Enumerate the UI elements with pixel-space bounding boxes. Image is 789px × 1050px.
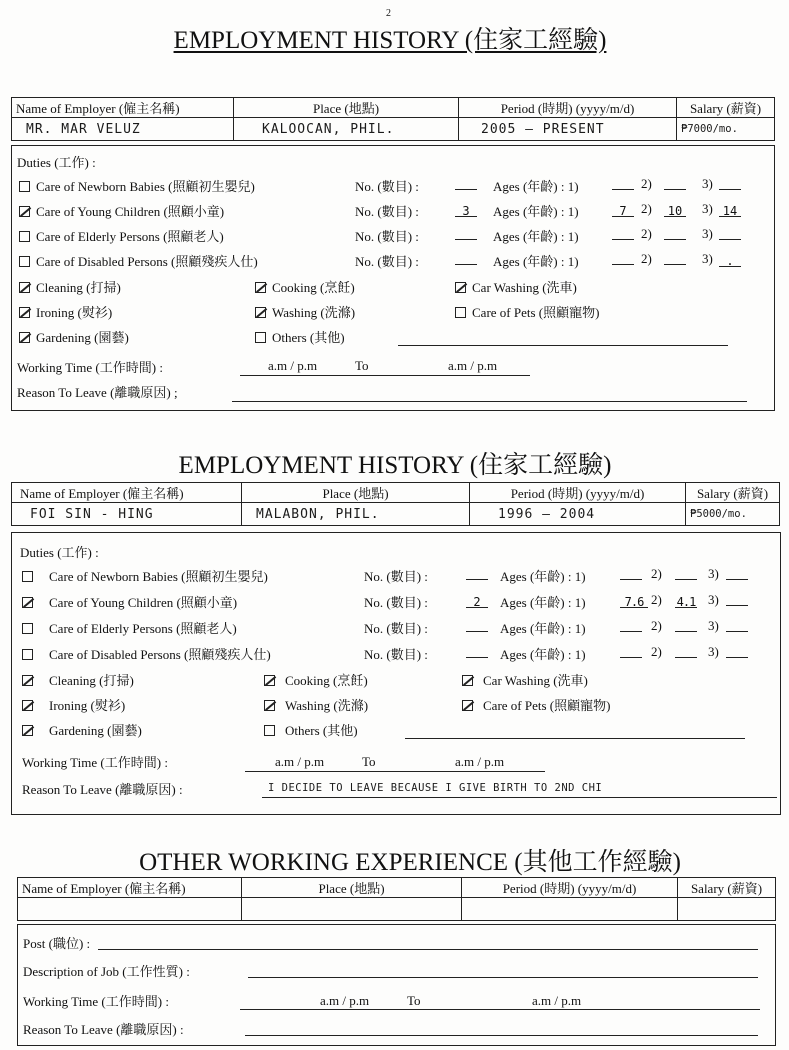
- working-time-label: Working Time (工作時間) :: [22, 755, 168, 770]
- checkbox-checked-icon[interactable]: [19, 332, 30, 343]
- age-2-label: 2): [641, 201, 652, 216]
- post-label: Post (職位) :: [23, 936, 91, 951]
- time-to-field[interactable]: a.m / p.m: [532, 993, 582, 1008]
- chore-label: Car Washing (洗車): [472, 280, 577, 295]
- chore-others[interactable]: [255, 327, 345, 346]
- count-field[interactable]: [455, 226, 477, 242]
- care-newborn-label: Care of Newborn Babies (照顧初生嬰兒): [36, 179, 255, 194]
- chore-label: Cooking (烹飪): [285, 673, 368, 688]
- employer-value[interactable]: MR. MAR VELUZ: [12, 118, 234, 141]
- age-3-field[interactable]: [726, 566, 748, 582]
- care-elderly-row[interactable]: [22, 618, 237, 637]
- count-field[interactable]: [466, 618, 488, 634]
- page-number: 2: [386, 8, 391, 19]
- age-3-label: 3): [708, 644, 719, 659]
- count-field[interactable]: [466, 644, 488, 660]
- salary-value[interactable]: ₱7000/mo.: [677, 118, 775, 141]
- checkbox-icon[interactable]: [264, 725, 275, 736]
- chore-label: Cooking (烹飪): [272, 280, 355, 295]
- period-value[interactable]: 1996 — 2004: [470, 503, 686, 526]
- checkbox-checked-icon[interactable]: [22, 597, 33, 608]
- age-2-field[interactable]: [675, 618, 697, 634]
- age-1-field[interactable]: [620, 566, 642, 582]
- checkbox-icon[interactable]: [22, 571, 33, 582]
- chore-label: Gardening (園藝): [49, 723, 142, 738]
- count-field[interactable]: 3: [455, 201, 477, 217]
- chore-label: Ironing (熨衫): [36, 305, 113, 320]
- col-salary-header: Salary (薪資): [677, 98, 775, 118]
- checkbox-icon[interactable]: [455, 307, 466, 318]
- to-label: To: [362, 754, 376, 769]
- reason-line[interactable]: [245, 1035, 758, 1036]
- time-to-field[interactable]: a.m / p.m: [455, 754, 505, 769]
- checkbox-checked-icon[interactable]: [255, 307, 266, 318]
- chore-gardening[interactable]: [22, 720, 142, 739]
- care-young-row[interactable]: [19, 201, 224, 220]
- chore-pets[interactable]: [455, 302, 599, 321]
- age-3-label: 3): [708, 592, 719, 607]
- checkbox-checked-icon[interactable]: [19, 282, 30, 293]
- age-3-field[interactable]: [719, 176, 741, 192]
- place-value[interactable]: KALOOCAN, PHIL.: [234, 118, 459, 141]
- count-field[interactable]: [455, 176, 477, 192]
- duties-label: Duties (工作) :: [20, 545, 99, 560]
- ages-label: Ages (年齡) : 1): [493, 204, 579, 219]
- other-experience-table: [17, 877, 776, 921]
- chore-label: Washing (洗滌): [272, 305, 356, 320]
- count-label: No. (數目) :: [355, 179, 419, 194]
- age-3-field[interactable]: [726, 644, 748, 660]
- age-3-label: 3): [702, 176, 713, 191]
- col-period-header: Period (時期) (yyyy/m/d): [470, 483, 686, 503]
- age-2-field[interactable]: [664, 226, 686, 242]
- chore-others[interactable]: [264, 720, 358, 739]
- place-value[interactable]: MALABON, PHIL.: [242, 503, 470, 526]
- care-elderly-label: Care of Elderly Persons (照顧老人): [36, 229, 224, 244]
- care-disabled-row[interactable]: [19, 251, 258, 270]
- count-label: No. (數目) :: [364, 569, 428, 584]
- reason-line: [262, 797, 777, 798]
- age-1-field[interactable]: [612, 251, 634, 267]
- checkbox-checked-icon[interactable]: [19, 307, 30, 318]
- age-1-field[interactable]: 7.6: [620, 592, 648, 608]
- ages-label: Ages (年齡) : 1): [500, 647, 586, 662]
- salary-value[interactable]: ₱5000/mo.: [686, 503, 780, 526]
- age-2-label: 2): [641, 251, 652, 266]
- chore-ironing[interactable]: [22, 695, 125, 714]
- col-salary-header: Salary (薪資): [686, 483, 780, 503]
- care-newborn-row[interactable]: [22, 566, 268, 585]
- age-2-field[interactable]: [675, 566, 697, 582]
- to-label: To: [355, 358, 369, 373]
- chore-label: Car Washing (洗車): [483, 673, 588, 688]
- chore-pets[interactable]: [462, 695, 610, 714]
- count-field[interactable]: [455, 251, 477, 267]
- chore-label: Cleaning (打掃): [49, 673, 134, 688]
- age-2-label: 2): [651, 644, 662, 659]
- chore-label: Ironing (熨衫): [49, 698, 126, 713]
- post-field[interactable]: [98, 949, 758, 950]
- period-value[interactable]: 2005 — PRESENT: [459, 118, 677, 141]
- checkbox-checked-icon[interactable]: [255, 282, 266, 293]
- count-label: No. (數目) :: [355, 229, 419, 244]
- col-salary-header: Salary (薪資): [678, 878, 776, 898]
- section-title: OTHER WORKING EXPERIENCE (其他工作經驗): [139, 849, 681, 876]
- age-2-field[interactable]: [664, 176, 686, 192]
- col-place-header: Place (地點): [242, 878, 462, 898]
- age-2-label: 2): [651, 566, 662, 581]
- ages-label: Ages (年齡) : 1): [493, 229, 579, 244]
- care-disabled-label: Care of Disabled Persons (照顧殘疾人仕): [36, 254, 258, 269]
- checkbox-checked-icon[interactable]: [264, 700, 275, 711]
- age-3-field[interactable]: [726, 618, 748, 634]
- chore-car-washing[interactable]: [462, 670, 588, 689]
- care-newborn-row[interactable]: [19, 176, 255, 195]
- count-label: No. (數目) :: [364, 647, 428, 662]
- age-1-field[interactable]: [620, 618, 642, 634]
- count-label: No. (數目) :: [355, 204, 419, 219]
- checkbox-icon[interactable]: [22, 649, 33, 660]
- chore-label: Washing (洗滌): [285, 698, 369, 713]
- checkbox-icon[interactable]: [19, 181, 30, 192]
- checkbox-checked-icon[interactable]: [22, 725, 33, 736]
- employer-value[interactable]: [18, 898, 242, 921]
- ages-label: Ages (年齡) : 1): [500, 569, 586, 584]
- checkbox-checked-icon[interactable]: [462, 675, 473, 686]
- care-newborn-label: Care of Newborn Babies (照顧初生嬰兒): [49, 569, 268, 584]
- age-3-field[interactable]: [719, 226, 741, 242]
- col-place-header: Place (地點): [234, 98, 459, 118]
- age-1-field[interactable]: [612, 226, 634, 242]
- col-place-header: Place (地點): [242, 483, 470, 503]
- care-young-label: Care of Young Children (照顧小童): [36, 204, 225, 219]
- period-value[interactable]: [462, 898, 678, 921]
- description-field[interactable]: [248, 977, 758, 978]
- age-2-field[interactable]: [675, 644, 697, 660]
- employer-table: [11, 482, 780, 526]
- care-elderly-row[interactable]: [19, 226, 224, 245]
- others-field[interactable]: [405, 738, 745, 739]
- count-label: No. (數目) :: [364, 595, 428, 610]
- salary-value[interactable]: [678, 898, 776, 921]
- others-field[interactable]: [398, 345, 728, 346]
- time-from-field[interactable]: a.m / p.m: [275, 754, 325, 769]
- count-label: No. (數目) :: [364, 621, 428, 636]
- age-3-field[interactable]: [726, 592, 748, 608]
- time-line: [245, 771, 545, 772]
- reason-line: [232, 401, 747, 402]
- age-2-field[interactable]: [664, 251, 686, 267]
- reason-label: Reason To Leave (離職原因) :: [22, 782, 183, 797]
- col-employer-header: Name of Employer (僱主名稱): [12, 98, 234, 118]
- chore-car-washing[interactable]: [455, 277, 577, 296]
- age-2-label: 2): [651, 592, 662, 607]
- duties-label: Duties (工作) :: [17, 155, 96, 170]
- age-2-field[interactable]: 4.1: [676, 595, 696, 609]
- chore-cleaning[interactable]: [19, 277, 121, 296]
- checkbox-checked-icon[interactable]: [455, 282, 466, 293]
- ages-label: Ages (年齡) : 1): [500, 595, 586, 610]
- age-3-label: 3): [708, 566, 719, 581]
- employer-value[interactable]: FOI SIN - HING: [12, 503, 242, 526]
- age-3-field[interactable]: 14: [719, 201, 741, 217]
- time-from-field[interactable]: a.m / p.m: [268, 358, 318, 373]
- age-1-field[interactable]: [612, 176, 634, 192]
- chore-label: Others (其他): [285, 723, 358, 738]
- reason-value[interactable]: I DECIDE TO LEAVE BECAUSE I GIVE BIRTH TO 2ND CHI: [268, 782, 603, 794]
- chore-gardening[interactable]: [19, 327, 129, 346]
- age-1-field[interactable]: 7: [612, 201, 634, 217]
- chore-cooking[interactable]: [255, 277, 355, 296]
- reason-label: Reason To Leave (離職原因) :: [23, 1022, 184, 1037]
- chore-label: Care of Pets (照顧寵物): [483, 698, 611, 713]
- age-3-label: 3): [708, 618, 719, 633]
- checkbox-checked-icon[interactable]: [264, 675, 275, 686]
- age-3-label: 3): [702, 251, 713, 266]
- care-disabled-row[interactable]: [22, 644, 271, 663]
- chore-cleaning[interactable]: [22, 670, 134, 689]
- age-2-label: 2): [641, 226, 652, 241]
- col-employer-header: Name of Employer (僱主名稱): [12, 483, 242, 503]
- age-3-field[interactable]: .: [719, 251, 741, 267]
- section-title: EMPLOYMENT HISTORY (住家工經驗): [178, 452, 612, 479]
- col-employer-header: Name of Employer (僱主名稱): [18, 878, 242, 898]
- time-line: [240, 375, 530, 376]
- chore-washing[interactable]: [264, 695, 368, 714]
- checkbox-icon[interactable]: [22, 623, 33, 634]
- chore-washing[interactable]: [255, 302, 355, 321]
- age-1-field[interactable]: [620, 644, 642, 660]
- time-line: [240, 1009, 760, 1010]
- age-2-label: 2): [651, 618, 662, 633]
- checkbox-icon[interactable]: [19, 256, 30, 267]
- care-young-row[interactable]: [22, 592, 237, 611]
- checkbox-checked-icon[interactable]: [462, 700, 473, 711]
- age-2-field[interactable]: 10: [664, 201, 686, 217]
- chore-ironing[interactable]: [19, 302, 112, 321]
- chore-label: Others (其他): [272, 330, 345, 345]
- ages-label: Ages (年齡) : 1): [493, 179, 579, 194]
- age-3-label: 3): [702, 226, 713, 241]
- col-period-header: Period (時期) (yyyy/m/d): [459, 98, 677, 118]
- time-to-field[interactable]: a.m / p.m: [448, 358, 498, 373]
- working-time-label: Working Time (工作時間) :: [17, 360, 163, 375]
- age-2-label: 2): [641, 176, 652, 191]
- care-elderly-label: Care of Elderly Persons (照顧老人): [49, 621, 237, 636]
- count-label: No. (數目) :: [355, 254, 419, 269]
- col-period-header: Period (時期) (yyyy/m/d): [462, 878, 678, 898]
- working-time-label: Working Time (工作時間) :: [23, 994, 169, 1009]
- reason-label: Reason To Leave (離職原因) ;: [17, 385, 178, 400]
- care-disabled-label: Care of Disabled Persons (照顧殘疾人仕): [49, 647, 271, 662]
- chore-label: Care of Pets (照顧寵物): [472, 305, 600, 320]
- employer-table: [11, 97, 775, 141]
- chore-label: Gardening (園藝): [36, 330, 129, 345]
- care-young-label: Care of Young Children (照顧小童): [49, 595, 238, 610]
- count-field[interactable]: 2: [466, 592, 488, 608]
- place-value[interactable]: [242, 898, 462, 921]
- ages-label: Ages (年齡) : 1): [493, 254, 579, 269]
- chore-label: Cleaning (打掃): [36, 280, 121, 295]
- checkbox-checked-icon[interactable]: [22, 675, 33, 686]
- checkbox-icon[interactable]: [19, 231, 30, 242]
- time-from-field[interactable]: a.m / p.m: [320, 993, 370, 1008]
- checkbox-checked-icon[interactable]: [19, 206, 30, 217]
- age-3-label: 3): [702, 201, 713, 216]
- chore-cooking[interactable]: [264, 670, 368, 689]
- description-label: Description of Job (工作性質) :: [23, 964, 190, 979]
- count-field[interactable]: [466, 566, 488, 582]
- checkbox-icon[interactable]: [255, 332, 266, 343]
- section-title: EMPLOYMENT HISTORY (住家工經驗): [173, 27, 607, 54]
- ages-label: Ages (年齡) : 1): [500, 621, 586, 636]
- checkbox-checked-icon[interactable]: [22, 700, 33, 711]
- to-label: To: [407, 993, 421, 1008]
